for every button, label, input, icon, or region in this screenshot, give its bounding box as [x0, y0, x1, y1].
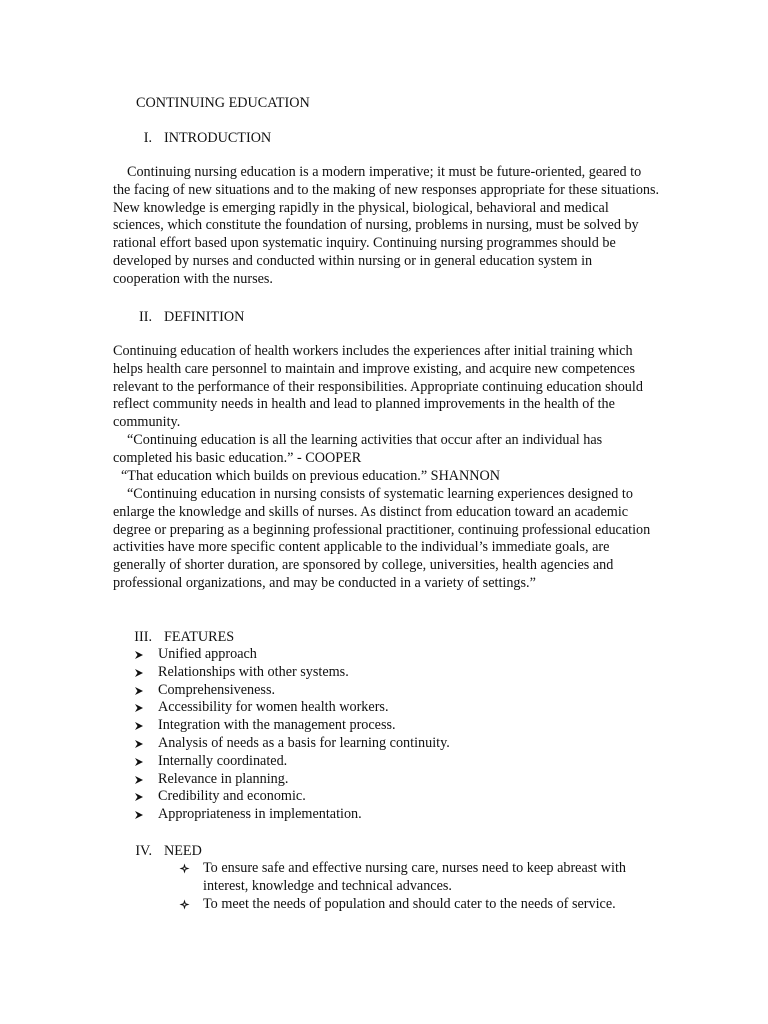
- section-heading-features: [122, 628, 234, 646]
- section-numeral: III.: [134, 629, 152, 645]
- section-heading-need: [124, 842, 202, 860]
- list-item: Integration with the management process.: [158, 717, 450, 735]
- quote-long: “Continuing education in nursing consists of systematic learning experiences designed to enlarge the knowledge and skills of nurses. As distinct from education toward an academic degree or preparing as a beginning professional practitioner, continuing professional education activities have more specific content applicable to the individual’s immediate goals, are generally of shorter duration, are sponsored by college, universities, health agencies and professional organizations, and may be conducted in a variety of settings.”: [113, 486, 651, 591]
- document-title: CONTINUING EDUCATION: [136, 95, 310, 111]
- need-list: [203, 860, 673, 913]
- introduction-paragraph: Continuing nursing education is a modern imperative; it must be future-oriented, geared to the facing of new situations and to the making of new responses appropriate for these situations. New knowledge is emerging rapidly in the physical, biological, behavioral and medical sciences, which constitute the foundation of nursing, problems in nursing, must be solved by rational effort based upon systematic inquiry. Continuing nursing programmes should be developed by nurses and conducted within nursing or in general education system in cooperation with the nurses.: [113, 164, 660, 287]
- section-title: DEFINITION: [164, 309, 245, 325]
- arrow-bullet-icon: [134, 686, 144, 696]
- features-list: [158, 646, 450, 824]
- section-title: INTRODUCTION: [164, 130, 272, 146]
- list-item: Unified approach: [158, 646, 450, 664]
- section-numeral: IV.: [135, 843, 152, 859]
- list-item: Comprehensiveness.: [158, 682, 450, 700]
- diamond-bullet-icon: [179, 899, 190, 910]
- list-item: Appropriateness in implementation.: [158, 806, 450, 824]
- section-heading-introduction: [128, 129, 271, 147]
- arrow-bullet-icon: [134, 703, 144, 713]
- arrow-bullet-icon: [134, 721, 144, 731]
- arrow-bullet-icon: [134, 757, 144, 767]
- section-heading-definition: [128, 308, 244, 326]
- arrow-bullet-icon: [134, 668, 144, 678]
- section-title: NEED: [164, 843, 202, 859]
- arrow-bullet-icon: [134, 810, 144, 820]
- list-item: Internally coordinated.: [158, 753, 450, 771]
- list-item: Accessibility for women health workers.: [158, 699, 450, 717]
- arrow-bullet-icon: [134, 792, 144, 802]
- quote-shannon: “That education which builds on previous education.” SHANNON: [121, 468, 501, 484]
- section-numeral: II.: [139, 309, 152, 325]
- arrow-bullet-icon: [134, 650, 144, 660]
- list-item: To meet the needs of population and should cater to the needs of service.: [203, 896, 673, 914]
- list-item: Analysis of needs as a basis for learning continuity.: [158, 735, 450, 753]
- section-numeral: I.: [143, 130, 152, 146]
- section-title: FEATURES: [164, 629, 235, 645]
- quote-cooper: “Continuing education is all the learning activities that occur after an individual has completed his basic education.” - COOPER: [113, 432, 603, 466]
- list-item: Credibility and economic.: [158, 788, 450, 806]
- arrow-bullet-icon: [134, 739, 144, 749]
- list-item: To ensure safe and effective nursing care, nurses need to keep abreast with interest, knowledge and technical advances.: [203, 860, 673, 896]
- definition-paragraph: Continuing education of health workers includes the experiences after initial training which helps health care personnel to maintain and improve existing, and acquire new competences relevant to the performance of their responsibilities. Appropriate continuing education should reflect community needs in health and lead to planned improvements in the health of the community.: [113, 343, 643, 431]
- list-item: Relevance in planning.: [158, 771, 450, 789]
- diamond-bullet-icon: [179, 863, 190, 874]
- arrow-bullet-icon: [134, 775, 144, 785]
- list-item: Relationships with other systems.: [158, 664, 450, 682]
